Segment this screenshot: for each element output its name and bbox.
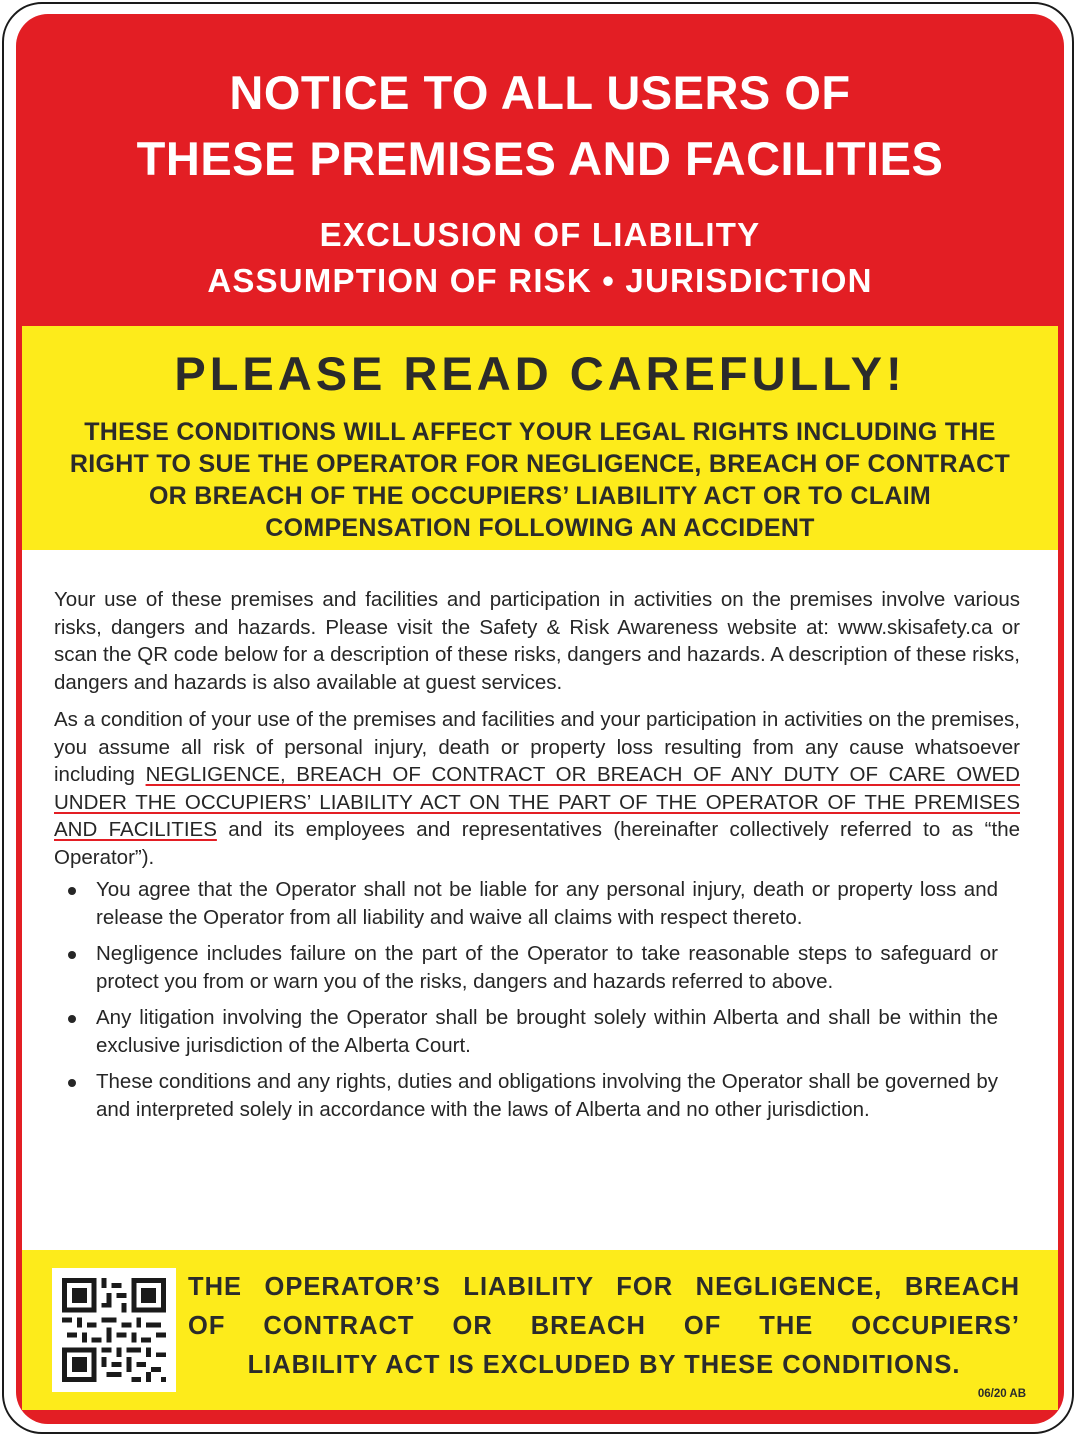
paragraph-assumption-end: and its employees and representatives (hereinafter collectively referred to as “the Operator”).	[54, 818, 1020, 869]
list-item	[64, 876, 998, 931]
list-item	[64, 1004, 998, 1059]
paragraph-risks: Your use of these premises and facilities and participation in activities on the premises involve various risks, dangers and hazards. Please visit the Safety & Risk Awareness website at: www.skisafety.ca or scan the QR code below for a description of these risks, dangers and hazards. A description of these risks, dangers and hazards is also available at guest services.	[54, 588, 1020, 694]
header-section	[16, 14, 1064, 326]
footer-disclaimer	[188, 1268, 1020, 1385]
paragraph-assumption-start: As a condition of your use of the premises and facilities and your participation in activities on the premises, you assume all risk of personal injury, death or property loss resulting from any cause whatsoever including	[54, 708, 1020, 786]
underlined-negligence-clause: NEGLIGENCE, BREACH OF CONTRACT OR BREACH OF ANY DUTY OF CARE OWED UNDER THE OCCUPIERS’ LIABILITY ACT ON THE PART OF THE OPERATOR OF THE PREMISES AND FACILITIES	[54, 763, 1020, 841]
list-item	[64, 940, 998, 995]
bullet-icon	[68, 887, 76, 895]
bullet-icon	[68, 1015, 76, 1023]
body-section	[22, 550, 1058, 1250]
subtitle	[16, 212, 1064, 304]
warning-heading: PLEASE READ CAREFULLY!	[174, 347, 906, 400]
footer-line-3: LIABILITY ACT IS EXCLUDED BY THESE CONDITIONS.	[247, 1351, 961, 1379]
conditions-list	[64, 876, 998, 1132]
list-item	[64, 1068, 998, 1123]
list-item-text: Negligence includes failure on the part of the Operator to take reasonable steps to safeguard or protect you from or warn you of the risks, dangers and hazards referred to above.	[96, 942, 998, 993]
footer-line-1: THE OPERATOR’S LIABILITY FOR NEGLIGENCE, BREACH	[188, 1273, 1020, 1301]
version-code: 06/20 AB	[977, 1388, 1026, 1400]
footer-section	[22, 1250, 1058, 1410]
footer-line-2: OF CONTRACT OR BREACH OF THE OCCUPIERS’	[188, 1312, 1020, 1340]
qr-code[interactable]	[52, 1268, 176, 1392]
list-item-text: You agree that the Operator shall not be liable for any personal injury, death or property loss and release the Operator from all liability and waive all claims with respect thereto.	[96, 878, 998, 929]
warning-section	[22, 326, 1058, 550]
list-item-text: Any litigation involving the Operator shall be brought solely within Alberta and shall be within the exclusive jurisdiction of the Alberta Court.	[96, 1006, 998, 1057]
qr-code-icon	[62, 1278, 166, 1382]
title-line-2: THESE PREMISES AND FACILITIES	[136, 132, 944, 185]
bullet-icon	[68, 1079, 76, 1087]
bullet-icon	[68, 951, 76, 959]
list-item-text: These conditions and any rights, duties and obligations involving the Operator shall be governed by and interpreted solely in accordance with the laws of Alberta and no other jurisdiction.	[96, 1070, 998, 1121]
paragraph-assumption	[54, 706, 1020, 871]
title	[16, 14, 1064, 192]
title-line-1: NOTICE TO ALL USERS OF	[229, 66, 851, 119]
subtitle-line-2: ASSUMPTION OF RISK • JURISDICTION	[207, 262, 873, 299]
subtitle-line-1: EXCLUSION OF LIABILITY	[319, 216, 761, 253]
warning-text: THESE CONDITIONS WILL AFFECT YOUR LEGAL RIGHTS INCLUDING THE RIGHT TO SUE THE OPERATOR FOR NEGLIGENCE, BREACH OF CONTRACT OR BREACH OF THE OCCUPIERS’ LIABILITY ACT OR TO CLAIM COMPENSATION FOLLOWING AN ACCIDENT	[69, 418, 1011, 542]
notice-sign	[16, 14, 1064, 1424]
